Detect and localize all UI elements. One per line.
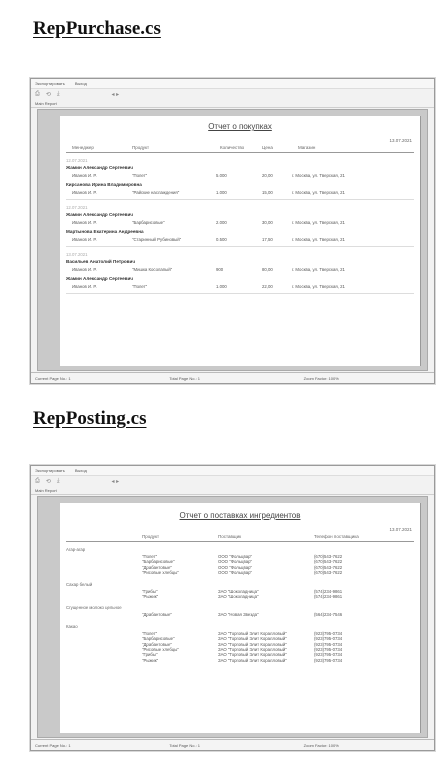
cell-supplier-phone: (923)795-0734 xyxy=(314,652,343,658)
cell-product: "Рыжик" xyxy=(142,594,159,599)
cell-product: "Рисовые хлебцы" xyxy=(142,647,179,652)
cell-manager: Иванов И. Р. xyxy=(72,190,97,195)
cell-quantity: 1.000 xyxy=(216,284,227,289)
group-separator xyxy=(66,199,414,200)
refresh-icon[interactable]: ⟲ xyxy=(45,92,51,98)
cell-store: г. Москва, ул. Тверская, 21 xyxy=(292,173,345,178)
cell-supplier: ЗАО "Шоколадница" xyxy=(218,588,259,594)
status-total-pages: Total Page No.: 1 xyxy=(169,742,201,748)
col-supplier-phone: Телефон поставщика xyxy=(314,534,359,539)
report-title: Отчет о покупках xyxy=(208,122,272,131)
heading-rep-purchase: RepPurchase.cs xyxy=(33,18,161,39)
cell-product: "Драбантовые" xyxy=(142,612,172,618)
table-row xyxy=(66,647,414,652)
print-icon[interactable]: ⎙ xyxy=(35,91,40,97)
menu-bar xyxy=(31,79,434,89)
cell-supplier-phone: (670)543-7622 xyxy=(314,559,343,565)
heading-rep-posting: RepPosting.cs xyxy=(33,408,147,429)
group-date: 13.07.2021 xyxy=(66,252,88,257)
report-page xyxy=(60,503,421,733)
group-date: 12.07.2021 xyxy=(66,158,88,163)
cell-supplier-phone: (923)795-0734 xyxy=(314,641,343,647)
cell-supplier: ЗАО "Торговый Элит Коралловый" xyxy=(218,641,287,647)
cell-manager: Иванов И. Р. xyxy=(72,267,97,272)
ingredient-group: Сахар белый xyxy=(66,581,93,587)
customer-name: Жамин Александр Сергеевич xyxy=(66,212,133,217)
cell-supplier-phone: (923)795-0734 xyxy=(314,657,343,663)
status-bar xyxy=(31,739,434,750)
export-icon[interactable]: ⤓ xyxy=(56,91,60,97)
group-date: 12.07.2021 xyxy=(66,205,88,210)
table-row xyxy=(66,237,414,243)
cell-supplier-phone: (574)234-9861 xyxy=(314,588,343,594)
menu-item-export[interactable]: Экспортировать xyxy=(35,468,65,473)
cell-product: "Рыжик" xyxy=(142,657,159,663)
cell-price: 80,00 xyxy=(262,267,273,272)
customer-name: Жамин Александр Сергеевич xyxy=(66,165,133,170)
report-viewer[interactable] xyxy=(37,496,428,738)
status-current-page: Current Page No.: 1 xyxy=(35,375,71,381)
tab-label: Main Report xyxy=(35,101,57,106)
ingredient-group: Агар-агар xyxy=(66,547,86,552)
report-page xyxy=(60,116,421,366)
status-current-page: Current Page No.: 1 xyxy=(35,742,71,748)
cell-product: "Полет" xyxy=(132,173,148,178)
cell-quantity: 0.500 xyxy=(216,237,227,242)
cell-supplier-phone: (564)234-7546 xyxy=(314,612,343,618)
cell-product: "Барбарисовые" xyxy=(132,220,165,225)
cell-supplier: ООО "Фольцвар" xyxy=(218,564,253,570)
cell-price: 22,00 xyxy=(262,284,273,289)
menu-item-export[interactable]: Экспортировать xyxy=(35,81,65,86)
cell-product: "Мишка Косолапый" xyxy=(132,267,173,272)
cell-manager: Иванов И. Р. xyxy=(72,284,97,289)
cell-supplier: ЗАО "Торговый Элит Коралловый" xyxy=(218,630,287,636)
cell-product: "Барбарисовые" xyxy=(142,559,175,565)
ingredient-group: Сгущенное молоко цельное xyxy=(66,605,122,611)
col-store: Магазин xyxy=(298,145,316,150)
cell-store: г. Москва, ул. Тверская, 21 xyxy=(292,237,345,242)
cell-product: "Полет" xyxy=(142,554,158,559)
table-row xyxy=(66,658,414,663)
cell-quantity: 900 xyxy=(216,267,224,272)
cell-product: "Драбантовые" xyxy=(142,564,172,570)
cell-product: "Райские наслаждения" xyxy=(132,190,180,195)
table-row xyxy=(66,594,414,599)
cell-product: "Рисовые хлебцы" xyxy=(142,570,179,576)
export-icon[interactable]: ⤓ xyxy=(56,478,60,484)
cell-product: "Грибы" xyxy=(142,588,158,594)
table-row xyxy=(66,636,414,641)
cell-store: г. Москва, ул. Тверская, 21 xyxy=(292,190,345,195)
cell-manager: Иванов И. Р. xyxy=(72,237,97,242)
col-product: Продукт xyxy=(132,145,150,150)
cell-supplier: ООО "Фольцвар" xyxy=(218,570,253,576)
cell-product: "Барбарисовые" xyxy=(142,636,175,642)
cell-manager: Иванов И. Р. xyxy=(72,173,97,178)
toolbar xyxy=(31,476,434,487)
cell-supplier: ЗАО "Шоколадница" xyxy=(218,594,259,599)
table-row xyxy=(66,559,414,564)
col-price: Цена xyxy=(262,145,273,150)
table-row xyxy=(66,565,414,570)
report-viewer[interactable] xyxy=(37,109,428,371)
cell-manager: Иванов И. Р. xyxy=(72,220,97,225)
status-zoom: Zoom Factor: 100% xyxy=(303,375,339,381)
cell-supplier: ЗАО "Торговый Элит Коралловый" xyxy=(218,657,287,663)
group-separator xyxy=(66,293,414,294)
status-total-pages: Total Page No.: 1 xyxy=(169,375,201,381)
table-row xyxy=(66,631,414,636)
cell-price: 17,50 xyxy=(262,237,273,242)
col-manager: Менеджер xyxy=(72,145,94,150)
cell-supplier: ЗАО "Торговый Элит Коралловый" xyxy=(218,652,287,658)
cell-store: г. Москва, ул. Тверская, 21 xyxy=(292,220,345,225)
cell-supplier: ЗАО "Торговый Элит Коралловый" xyxy=(218,647,287,652)
cell-supplier-phone: (670)543-7622 xyxy=(314,564,343,570)
column-header-row xyxy=(66,145,414,153)
tab-main-report[interactable] xyxy=(31,100,434,108)
cell-store: г. Москва, ул. Тверская, 21 xyxy=(292,267,345,272)
col-supplier: Поставщик xyxy=(218,534,242,539)
print-icon[interactable]: ⎙ xyxy=(35,478,40,484)
ingredient-group: Какао xyxy=(66,623,78,629)
cell-product: "Полет" xyxy=(132,284,148,289)
report-window-posting xyxy=(30,465,435,751)
page-nav-icon[interactable]: ◂ ▸ xyxy=(111,479,120,485)
cell-quantity: 5.000 xyxy=(216,173,227,178)
table-row xyxy=(66,220,414,226)
customer-name: Кирсанова Ирина Владимировна xyxy=(66,182,142,187)
cell-product: "Драбантовые" xyxy=(142,641,172,647)
table-row xyxy=(66,267,414,273)
tab-label: Main Report xyxy=(35,488,57,493)
customer-name: Мартынова Екатерина Андреевна xyxy=(66,229,144,234)
cell-supplier-phone: (574)234-9861 xyxy=(314,594,343,599)
cell-price: 15,00 xyxy=(262,190,273,195)
table-row xyxy=(66,612,414,617)
table-row xyxy=(66,589,414,594)
col-quantity: Количество xyxy=(220,145,245,150)
cell-supplier: ООО "Фольцвар" xyxy=(218,559,253,565)
menu-item-exit[interactable]: Выход xyxy=(74,81,87,86)
table-row xyxy=(66,173,414,179)
cell-product: "Грибы" xyxy=(142,652,158,658)
menu-item-exit[interactable]: Выход xyxy=(74,468,87,473)
report-title: Отчет о поставках ингредиентов xyxy=(179,511,301,520)
cell-price: 20,00 xyxy=(262,173,273,178)
group-separator xyxy=(66,246,414,247)
column-header-row xyxy=(66,534,414,542)
cell-supplier-phone: (923)795-0734 xyxy=(314,647,343,652)
customer-name: Васильев Анатолий Петрович xyxy=(66,259,135,264)
report-window-purchase xyxy=(30,78,435,384)
cell-supplier-phone: (923)795-0734 xyxy=(314,636,343,642)
toolbar xyxy=(31,89,434,100)
tab-main-report[interactable] xyxy=(31,487,434,495)
status-zoom: Zoom Factor: 100% xyxy=(303,742,339,748)
report-date: 13.07.2021 xyxy=(389,527,412,532)
cell-product: "Полет" xyxy=(142,630,158,636)
refresh-icon[interactable]: ⟲ xyxy=(45,479,51,485)
table-row xyxy=(66,554,414,559)
table-row xyxy=(66,190,414,196)
cell-supplier-phone: (670)543-7622 xyxy=(314,554,343,559)
cell-supplier-phone: (670)543-7622 xyxy=(314,570,343,576)
status-bar xyxy=(31,372,434,383)
table-row xyxy=(66,284,414,290)
table-row xyxy=(66,642,414,647)
cell-quantity: 2.000 xyxy=(216,220,227,225)
cell-supplier-phone: (923)795-0734 xyxy=(314,630,343,636)
menu-bar xyxy=(31,466,434,476)
customer-name: Жамин Александр Сергеевич xyxy=(66,276,133,281)
cell-supplier: ООО "Фольцвар" xyxy=(218,554,253,559)
table-row xyxy=(66,570,414,575)
cell-product: "Старинный Рубиновый" xyxy=(132,237,182,242)
cell-quantity: 1.000 xyxy=(216,190,227,195)
cell-store: г. Москва, ул. Тверская, 21 xyxy=(292,284,345,289)
col-product: Продукт xyxy=(142,534,160,539)
report-date: 13.07.2021 xyxy=(389,138,412,143)
cell-supplier: ЗАО "Торговый Элит Коралловый" xyxy=(218,636,287,642)
page-nav-icon[interactable]: ◂ ▸ xyxy=(111,92,120,98)
cell-supplier: ЗАО "Новая Звезда" xyxy=(218,612,259,618)
cell-price: 30,00 xyxy=(262,220,273,225)
table-row xyxy=(66,652,414,657)
